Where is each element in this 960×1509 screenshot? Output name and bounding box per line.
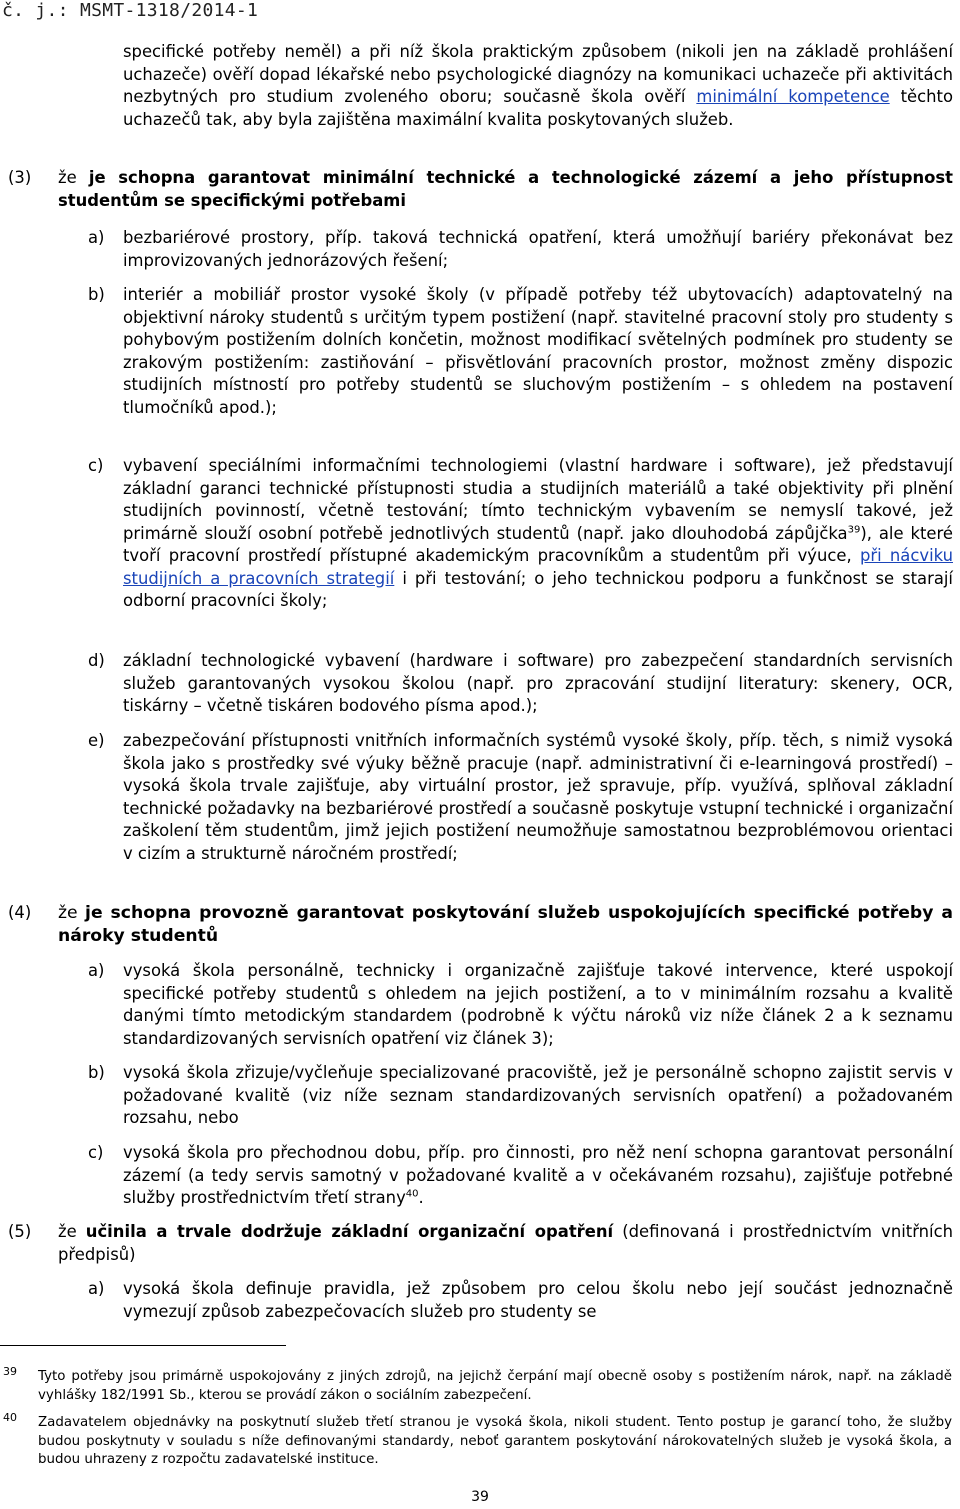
intro-paragraph: specifické potřeby neměl) a při níž škola praktickým způsobem (nikoli jen na základě prohlášení uchazeče) ověří dopad lékařské nebo psychologické diagnózy na komunikaci uchazeče při aktivitách nezbytných pro studium zvoleného oboru; současně škola ověří minimální kompetence těchto uchazečů tak, aby byla zajištěna maximální kvalita poskytovaných služeb.	[123, 42, 953, 129]
s5-item-a-text: vysoká škola definuje pravidla, jež způsobem pro celou školu nebo její součást jednoznačně vymezují způsob zabezpečovacích služeb pro studenty se	[123, 1279, 953, 1321]
s3-item-d-label: d)	[88, 651, 105, 670]
section-3-number: (3)	[8, 168, 32, 187]
footnote-39-number: 39	[3, 1365, 17, 1378]
s4-item-b-label: b)	[88, 1063, 105, 1082]
section-3-heading: že je schopna garantovat minimální technické a technologické zázemí a jeho přístupnost studentům se specifickými potřebami	[58, 168, 953, 210]
footnote-40-text: Zadavatelem objednávky na poskytnutí služeb třetí stranou je vysoká škola, nikoli student. Tento postup je garancí toho, že služby budou poskytnuty v souladu s níže definovanými standardy, neboť garantem poskytování nárokovatelných služeb je vysoká škola, a budou uhrazeny z rozpočtu zadavatelské instituce.	[38, 1415, 952, 1467]
footnote-39-text: Tyto potřeby jsou primárně uspokojovány z jiných zdrojů, na jejichž čerpání mají obecně osoby s postižením nárok, např. na základě vyhlášky 182/1991 Sb., kterou se provádí zákon o sociálním zabezpečení.	[38, 1369, 952, 1403]
footnote-divider	[0, 1345, 286, 1346]
s3-item-a-text: bezbariérové prostory, příp. taková technická opatření, která umožňují bariéry překonávat bez improvizovaných jednorázových řešení;	[123, 228, 953, 270]
footnote-40-number: 40	[3, 1411, 17, 1424]
s4-item-a-label: a)	[88, 961, 105, 980]
section-4-heading: že je schopna provozně garantovat poskytování služeb uspokojujících specifické potřeby a nároky studentů	[58, 903, 953, 946]
s5-item-a-label: a)	[88, 1279, 105, 1298]
s4-item-a-text: vysoká škola personálně, technicky i organizačně zajišťuje takové intervence, které uspokojí specifické potřeby studentů s ohledem na jejich postižení, a to v minimálním rozsahu a kvalitě danými tímto metodickým standardem (podrobně k výčtu nároků viz níže článek 2 a k seznamu standardizovaných servisních opatření viz článek 3);	[123, 961, 953, 1048]
section-5-heading: že učinila a trvale dodržuje základní organizační opatření (definovaná i prostřednictvím vnitřních předpisů)	[58, 1222, 953, 1264]
footnote-ref-39[interactable]: 39	[847, 524, 861, 536]
s3-item-a-label: a)	[88, 228, 105, 247]
s4-item-c-text: vysoká škola pro přechodnou dobu, příp. pro činnosti, pro něž není schopna garantovat personální zázemí (a tedy servis samotný v požadované kvalitě a v očekávaném rozsahu), zajišťuje potřebné služby prostřednictvím třetí strany$^{40}$.	[123, 1143, 953, 1207]
s3-item-e-text: zabezpečování přístupnosti vnitřních informačních systémů vysoké školy, příp. těch, s nimiž vysoká škola jako s prostředky své výuky běžně pracuje (např. administrativní či e-learningová prostředí) – vysoká škola trvale zajišťuje, aby virtuální prostor, jež spravuje, příp. využívá, splňoval základní technické požadavky na bezbariérové prostředí a současně poskytuje vstupní technické i organizační zaškolení těm studentům, jimž jejich postižení neumožňuje samostatnou bezproblémovou orientaci v cizím a strukturně náročném prostředí;	[123, 731, 953, 863]
document-reference: č. j.: MSMT-1318/2014-1	[2, 0, 259, 21]
s3-item-c-text: vybavení speciálními informačními technologiemi (vlastní hardware i software), jež představují základní garanci technické přístupnosti studia a studijních materiálů a také objektivity při plnění studijních povinností, včetně testování; tímto technickým vybavením se nemyslí takové, jež primárně slouží osobní potřebě jednotlivých studentů (např. jako dlouhodobá zápůjčka$^{39}$), ale které tvoří pracovní prostředí přístupné akademickým pracovníkům a studentům při výuce, při nácviku studijních a pracovních strategií i při testování; o jeho technickou podporu a funkčnost se starají odborní pracovníci školy;	[123, 456, 953, 610]
s3-item-d-text: základní technologické vybavení (hardware i software) pro zabezpečení standardních servisních služeb garantovaných vysokou školou (např. pro zpracování studijní literatury: skenery, OCR, tiskárny – včetně tiskáren bodového písma apod.);	[123, 651, 953, 715]
s3-item-c-label: c)	[88, 456, 104, 475]
s4-item-c-label: c)	[88, 1143, 104, 1162]
link-study-strategies[interactable]: při nácviku studijních a pracovních strategií	[123, 546, 953, 588]
s3-item-e-label: e)	[88, 731, 105, 750]
section-4-number: (4)	[8, 903, 32, 922]
s3-item-b-text: interiér a mobiliář prostor vysoké školy (v případě potřeby též ubytovacích) adaptovatelný na objektivní nároky studentů s určitým typem postižení (např. stavitelné pracovní stoly pro studenty s pohybovým postižením dolních končetin, možnost modifikací světelných podmínek pro studenty se zrakovým postižením: zastiňování – přisvětlování pracovních prostor, možnost změny dispozic studijních místností pro potřeby studentů se sluchovým postižením – s ohledem na postavení tlumočníků apod.);	[123, 285, 953, 417]
footnote-ref-40[interactable]: 40	[405, 1188, 419, 1200]
page-number: 39	[471, 1489, 489, 1505]
section-5-number: (5)	[8, 1222, 32, 1241]
link-minimal-competence[interactable]: minimální kompetence	[696, 87, 890, 106]
s4-item-b-text: vysoká škola zřizuje/vyčleňuje specializované pracoviště, jež je personálně schopno zajistit servis v požadované kvalitě (viz níže seznam standardizovaných servisních opatření) a požadovaném rozsahu, nebo	[123, 1063, 953, 1127]
s3-item-b-label: b)	[88, 285, 105, 304]
